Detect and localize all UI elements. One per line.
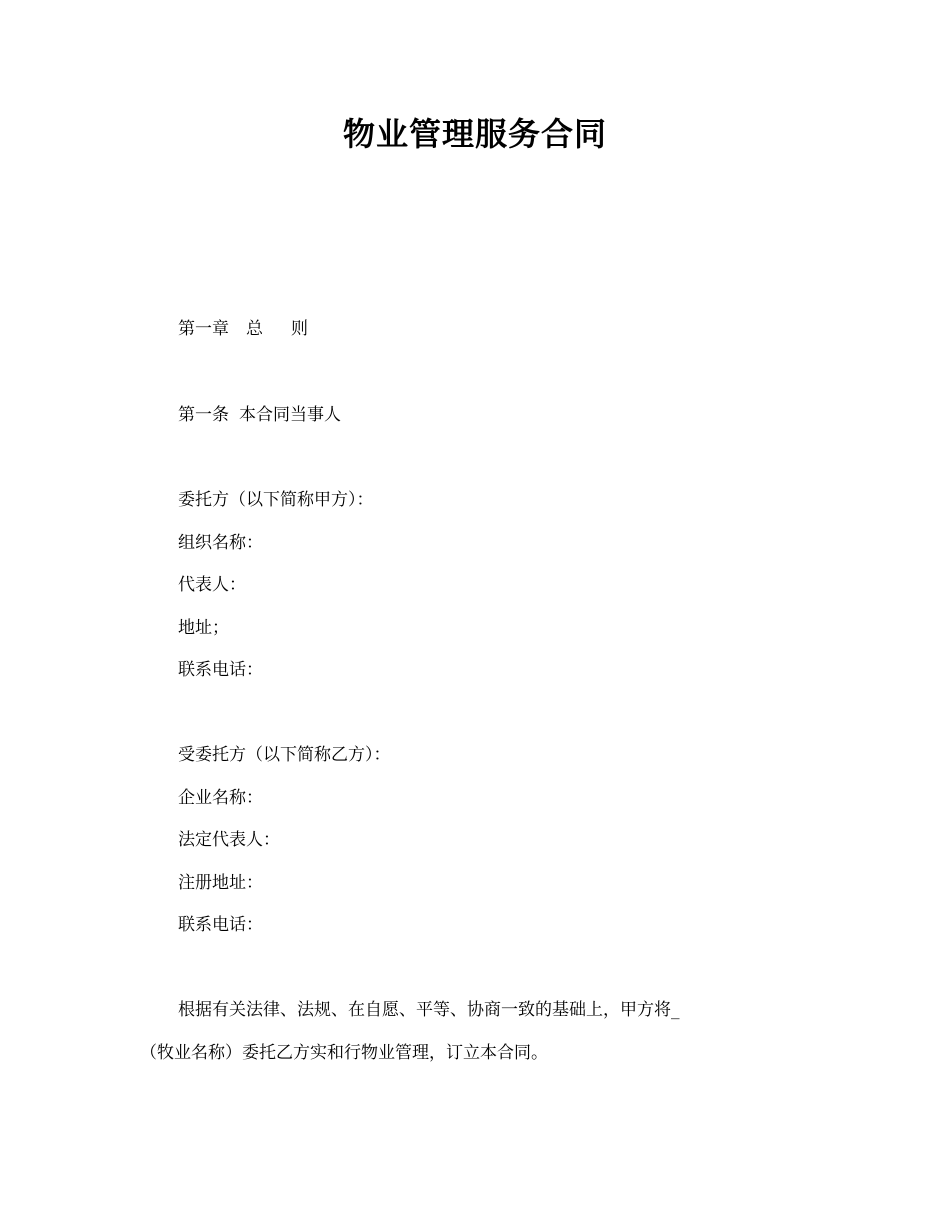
preamble-line-2: （牧业名称）委托乙方实和行物业管理，订立本合同。	[140, 1043, 548, 1063]
party-a-org-name-label: 组织名称：	[178, 533, 263, 553]
article-title: 本合同当事人	[239, 405, 341, 425]
party-a-address-label: 地址；	[178, 618, 229, 638]
party-b-registered-address-label: 注册地址：	[178, 873, 263, 893]
chapter-name-part1: 总	[246, 319, 263, 339]
chapter-name-part2: 则	[291, 319, 308, 339]
party-a-representative-label: 代表人：	[178, 575, 246, 595]
party-a-phone-label: 联系电话：	[178, 660, 263, 680]
party-b-legal-rep-label: 法定代表人：	[178, 830, 280, 850]
chapter-heading	[178, 317, 308, 341]
party-b-phone-label: 联系电话：	[178, 915, 263, 935]
chapter-number: 第一章	[178, 319, 229, 339]
article-heading	[178, 403, 341, 427]
party-b-company-name-label: 企业名称：	[178, 788, 263, 808]
document-title: 物业管理服务合同	[342, 115, 607, 153]
party-b-heading: 受委托方（以下简称乙方）：	[178, 745, 391, 765]
article-number: 第一条	[178, 405, 229, 425]
preamble-line-1: 根据有关法律、法规、在自愿、平等、协商一致的基础上，甲方将_	[178, 1000, 680, 1020]
party-a-heading: 委托方（以下简称甲方）：	[178, 490, 374, 510]
